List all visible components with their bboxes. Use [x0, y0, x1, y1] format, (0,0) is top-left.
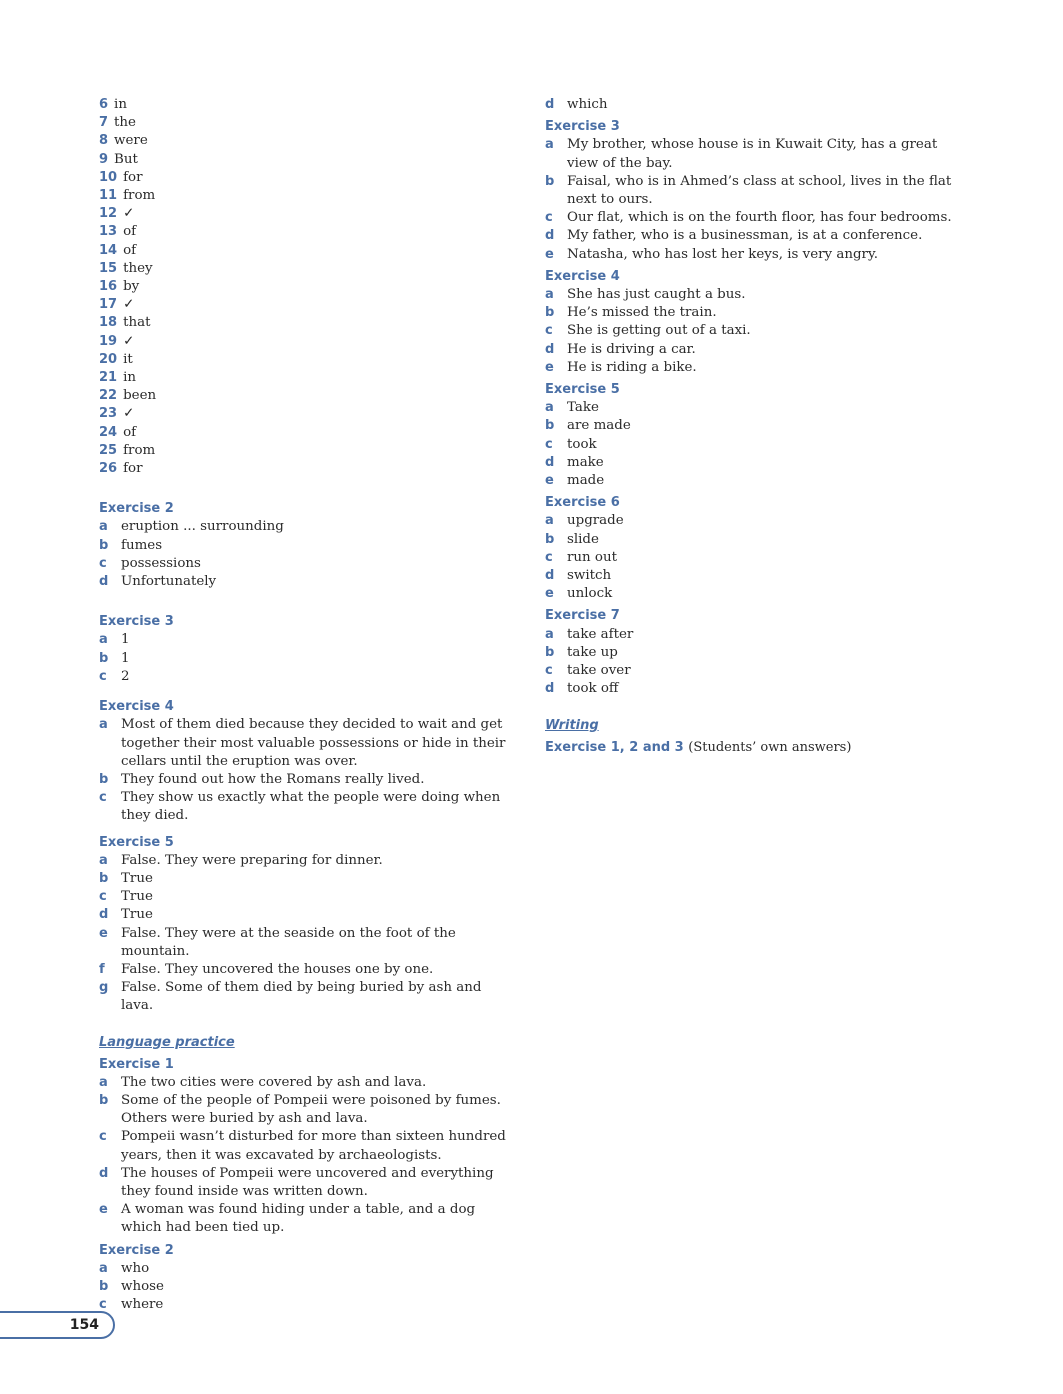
item-text: 1 [121, 632, 130, 648]
item-letter: d [545, 681, 555, 697]
answer-number: 21 [99, 370, 118, 386]
item-letter: b [99, 870, 109, 886]
item-letter: a [545, 287, 554, 303]
answer-number: 15 [99, 260, 118, 276]
left-column [99, 96, 509, 1314]
item-letter: a [99, 1260, 108, 1276]
item-text: She is getting out of a taxi. [567, 323, 751, 339]
exercise-heading: Exercise 2 [99, 501, 174, 517]
item-text: False. They were preparing for dinner. [121, 852, 383, 868]
item-letter: a [545, 513, 554, 529]
list-item [545, 531, 965, 549]
item-letter: a [545, 137, 554, 153]
answer-number: 9 [99, 151, 109, 167]
numbered-answer-row [99, 205, 509, 223]
item-text: Natasha, who has lost her keys, is very angry. [567, 246, 878, 262]
item-text: My father, who is a businessman, is at a conference. [567, 228, 923, 244]
answer-text: in [123, 370, 137, 386]
answer-number: 26 [99, 461, 118, 477]
item-text: took off [567, 681, 619, 697]
item-text: 1 [121, 650, 130, 666]
item-letter: b [545, 531, 555, 547]
list-item [545, 209, 965, 227]
tick-icon: ✓ [123, 406, 135, 422]
item-text: True [121, 889, 153, 905]
answer-number: 7 [99, 115, 109, 131]
item-letter: a [99, 632, 108, 648]
list-item [99, 870, 509, 888]
item-text: True [121, 870, 153, 886]
list-item [545, 417, 965, 435]
exercise-3-section [545, 118, 965, 264]
item-letter: d [545, 228, 555, 244]
exercise-5-section [99, 834, 509, 1016]
list-item [99, 555, 509, 573]
answer-number: 19 [99, 333, 118, 349]
item-letter: c [545, 549, 553, 565]
item-text: take over [567, 663, 631, 679]
numbered-answer-row [99, 242, 509, 260]
list-item [545, 359, 965, 377]
exercise-heading: Exercise 6 [545, 495, 620, 511]
item-text: The houses of Pompeii were uncovered and everything they found inside was written down. [121, 1165, 494, 1199]
numbered-answer-row [99, 333, 509, 351]
answer-number: 17 [99, 297, 118, 313]
answer-text: been [123, 388, 157, 404]
list-item [545, 322, 965, 340]
item-text: Take [567, 400, 599, 416]
item-text: Pompeii wasn’t disturbed for more than sixteen hundred years, then it was excavated by archaeologists. [121, 1129, 506, 1163]
list-item [545, 626, 965, 644]
exercise-heading: Exercise 1 [99, 1056, 174, 1072]
answer-text: the [114, 115, 136, 131]
item-letter: c [545, 436, 553, 452]
list-item [99, 771, 509, 789]
list-item [545, 567, 965, 585]
list-item [545, 585, 965, 603]
list-item [99, 1074, 509, 1092]
list-item [99, 1092, 509, 1128]
item-letter: c [99, 555, 107, 571]
item-letter: c [545, 663, 553, 679]
item-text: unlock [567, 586, 613, 602]
list-item [99, 518, 509, 536]
item-text: where [121, 1297, 164, 1313]
numbered-answer-row [99, 260, 509, 278]
lp-exercise-2-section [99, 1242, 509, 1315]
answer-text: that [123, 315, 151, 331]
answer-number: 18 [99, 315, 118, 331]
answer-text: of [123, 224, 137, 240]
item-text: make [567, 454, 604, 470]
item-letter: c [99, 889, 107, 905]
item-letter: b [545, 418, 555, 434]
item-letter: c [99, 1129, 107, 1145]
answer-number: 8 [99, 133, 109, 149]
item-text: took [567, 436, 597, 452]
item-letter: b [99, 771, 109, 787]
item-letter: c [545, 210, 553, 226]
item-text: eruption ... surrounding [121, 519, 284, 535]
item-letter: e [99, 925, 108, 941]
list-item [99, 1128, 509, 1164]
writing-exercise-heading [545, 739, 965, 757]
item-text: who [121, 1260, 150, 1276]
list-item [545, 454, 965, 472]
list-item [99, 650, 509, 668]
answer-text: by [123, 279, 140, 295]
item-letter: e [545, 586, 554, 602]
list-item [99, 888, 509, 906]
item-letter: g [99, 980, 109, 996]
list-item [99, 716, 509, 771]
list-item [99, 1260, 509, 1278]
item-letter: e [545, 246, 554, 262]
list-item [99, 537, 509, 555]
item-text: Some of the people of Pompeii were poisoned by fumes. Others were buried by ash and lava. [121, 1092, 501, 1127]
answer-text: for [123, 169, 143, 185]
item-text: Unfortunately [121, 574, 217, 590]
numbered-answer-row [99, 151, 509, 169]
item-letter: e [545, 359, 554, 375]
numbered-answer-list [99, 96, 509, 478]
item-text: False. They were at the seaside on the foot of the mountain. [121, 925, 456, 959]
item-letter: b [99, 537, 109, 553]
list-item [99, 631, 509, 649]
answer-text: it [123, 351, 133, 367]
item-letter: a [545, 626, 554, 642]
item-text: Most of them died because they decided to wait and get together their most valuable possessions or hide in their cellars until the eruption was over. [121, 717, 506, 769]
list-item [545, 680, 965, 698]
exercise-heading: Exercise 5 [545, 382, 620, 398]
item-text: He is riding a bike. [567, 359, 697, 375]
list-item [545, 304, 965, 322]
answer-number: 20 [99, 351, 118, 367]
item-text: He is driving a car. [567, 341, 696, 357]
item-text: run out [567, 549, 617, 565]
numbered-answer-row [99, 314, 509, 332]
exercise-4-section [99, 698, 509, 825]
item-letter: e [99, 1202, 108, 1218]
list-item [99, 1296, 509, 1314]
answer-text: from [123, 188, 156, 204]
item-letter: b [545, 173, 555, 189]
item-letter: d [545, 568, 555, 584]
list-item [545, 173, 965, 209]
item-text: They show us exactly what the people were doing when they died. [121, 790, 501, 824]
item-letter: b [99, 1092, 109, 1108]
language-practice-heading[interactable]: Language practice [99, 1034, 235, 1050]
exercise-heading: Exercise 3 [545, 119, 620, 135]
item-text: The two cities were covered by ash and lava. [121, 1074, 427, 1090]
list-item [99, 1278, 509, 1296]
numbered-answer-row [99, 351, 509, 369]
answer-text: of [123, 242, 137, 258]
list-item [545, 341, 965, 359]
answer-number: 10 [99, 169, 118, 185]
item-text: My brother, whose house is in Kuwait City, has a great view of the bay. [567, 137, 938, 171]
answer-number: 16 [99, 279, 118, 295]
answer-number: 25 [99, 442, 118, 458]
list-item [545, 472, 965, 490]
numbered-answer-row [99, 223, 509, 241]
item-letter: d [545, 454, 555, 470]
item-text: upgrade [567, 513, 624, 529]
item-text: False. Some of them died by being buried by ash and lava. [121, 980, 482, 1014]
answer-number: 6 [99, 97, 109, 112]
list-item [99, 925, 509, 961]
item-text: He’s missed the train. [567, 305, 717, 321]
item-letter: a [99, 1074, 108, 1090]
list-item [99, 852, 509, 870]
item-text: fumes [121, 537, 163, 553]
answer-text: of [123, 424, 137, 440]
numbered-answer-row [99, 405, 509, 423]
list-item [99, 906, 509, 924]
item-letter: d [99, 907, 109, 923]
numbered-answer-row [99, 96, 509, 114]
item-letter: d [545, 97, 555, 112]
list-item [545, 286, 965, 304]
answer-number: 13 [99, 224, 118, 240]
list-item [99, 979, 509, 1015]
answer-text: were [114, 133, 148, 149]
item-text: are made [567, 418, 631, 434]
list-item [99, 789, 509, 825]
item-text: whose [121, 1278, 164, 1294]
lp-exercise-1-section [99, 1056, 509, 1238]
exercise-heading: Exercise 5 [99, 834, 174, 850]
numbered-answer-row [99, 132, 509, 150]
answer-text: for [123, 461, 143, 477]
numbered-answer-row [99, 278, 509, 296]
item-text: which [567, 97, 608, 112]
item-letter: c [99, 668, 107, 684]
tick-icon: ✓ [123, 206, 135, 222]
item-letter: d [99, 1165, 109, 1181]
answer-number: 23 [99, 406, 118, 422]
list-item [99, 961, 509, 979]
answer-text: they [123, 260, 153, 276]
item-text: slide [567, 531, 599, 547]
item-text: switch [567, 568, 612, 584]
exercise-4-section [545, 268, 965, 377]
list-item [99, 1165, 509, 1201]
numbered-answer-row [99, 296, 509, 314]
answer-number: 11 [99, 188, 118, 204]
exercise-6-section [545, 494, 965, 603]
writing-exercise-note: (Students’ own answers) [688, 739, 852, 755]
numbered-answer-row [99, 387, 509, 405]
numbered-answer-row [99, 187, 509, 205]
item-letter: d [99, 574, 109, 590]
exercise-3-section [99, 613, 509, 686]
item-letter: a [99, 852, 108, 868]
exercise-heading: Exercise 4 [545, 268, 620, 284]
item-letter: d [545, 341, 555, 357]
answer-number: 24 [99, 424, 118, 440]
list-item [545, 136, 965, 172]
item-letter: b [99, 1278, 109, 1294]
item-letter: a [545, 400, 554, 416]
exercise-5-section [545, 381, 965, 490]
exercise-heading: Exercise 3 [99, 614, 174, 630]
item-text: take up [567, 644, 618, 660]
list-item [99, 573, 509, 591]
list-item [545, 399, 965, 417]
item-text: 2 [121, 668, 130, 684]
item-text: She has just caught a bus. [567, 287, 746, 303]
item-letter: c [545, 323, 553, 339]
list-item [545, 436, 965, 454]
answer-number: 22 [99, 388, 118, 404]
item-text: True [121, 907, 153, 923]
list-item [99, 668, 509, 686]
item-text: False. They uncovered the houses one by one. [121, 961, 434, 977]
right-column [545, 96, 965, 757]
item-letter: c [99, 790, 107, 806]
exercise-7-section [545, 607, 965, 698]
list-item [99, 1201, 509, 1237]
item-text: A woman was found hiding under a table, and a dog which had been tied up. [121, 1202, 476, 1236]
item-letter: a [99, 519, 108, 535]
item-text: made [567, 473, 605, 489]
item-text: Faisal, who is in Ahmed’s class at school, lives in the flat next to ours. [567, 173, 952, 208]
list-item [545, 227, 965, 245]
page-number: 154 [69, 1317, 99, 1333]
answer-text: from [123, 442, 156, 458]
tick-icon: ✓ [123, 333, 135, 349]
exercise-heading: Exercise 4 [99, 699, 174, 715]
item-text: possessions [121, 555, 201, 571]
list-item [545, 662, 965, 680]
item-letter: c [99, 1297, 107, 1313]
numbered-answer-row [99, 114, 509, 132]
item-text: They found out how the Romans really lived. [121, 771, 425, 787]
item-letter: b [545, 644, 555, 660]
numbered-answer-row [99, 442, 509, 460]
item-letter: e [545, 473, 554, 489]
numbered-answer-row [99, 424, 509, 442]
list-item [545, 512, 965, 530]
list-item [545, 644, 965, 662]
numbered-answer-row [99, 169, 509, 187]
answer-number: 12 [99, 206, 118, 222]
numbered-answer-row [99, 369, 509, 387]
list-item [545, 549, 965, 567]
item-text: Our flat, which is on the fourth floor, has four bedrooms. [567, 210, 952, 226]
item-letter: a [99, 717, 108, 733]
exercise-heading: Exercise 2 [99, 1242, 174, 1258]
list-item [545, 96, 965, 114]
list-item [545, 246, 965, 264]
page-number-tab [0, 1311, 115, 1339]
exercise-heading: Exercise 7 [545, 608, 620, 624]
numbered-answer-row [99, 460, 509, 478]
answer-text: in [114, 97, 127, 112]
tick-icon: ✓ [123, 297, 135, 313]
item-letter: f [99, 961, 105, 977]
item-text: take after [567, 626, 634, 642]
writing-heading[interactable]: Writing [545, 717, 599, 733]
writing-exercise-title: Exercise 1, 2 and 3 [545, 739, 684, 755]
item-letter: b [545, 305, 555, 321]
exercise-2-section [99, 500, 509, 591]
answer-number: 14 [99, 242, 118, 258]
item-letter: b [99, 650, 109, 666]
answer-text: But [114, 151, 138, 167]
